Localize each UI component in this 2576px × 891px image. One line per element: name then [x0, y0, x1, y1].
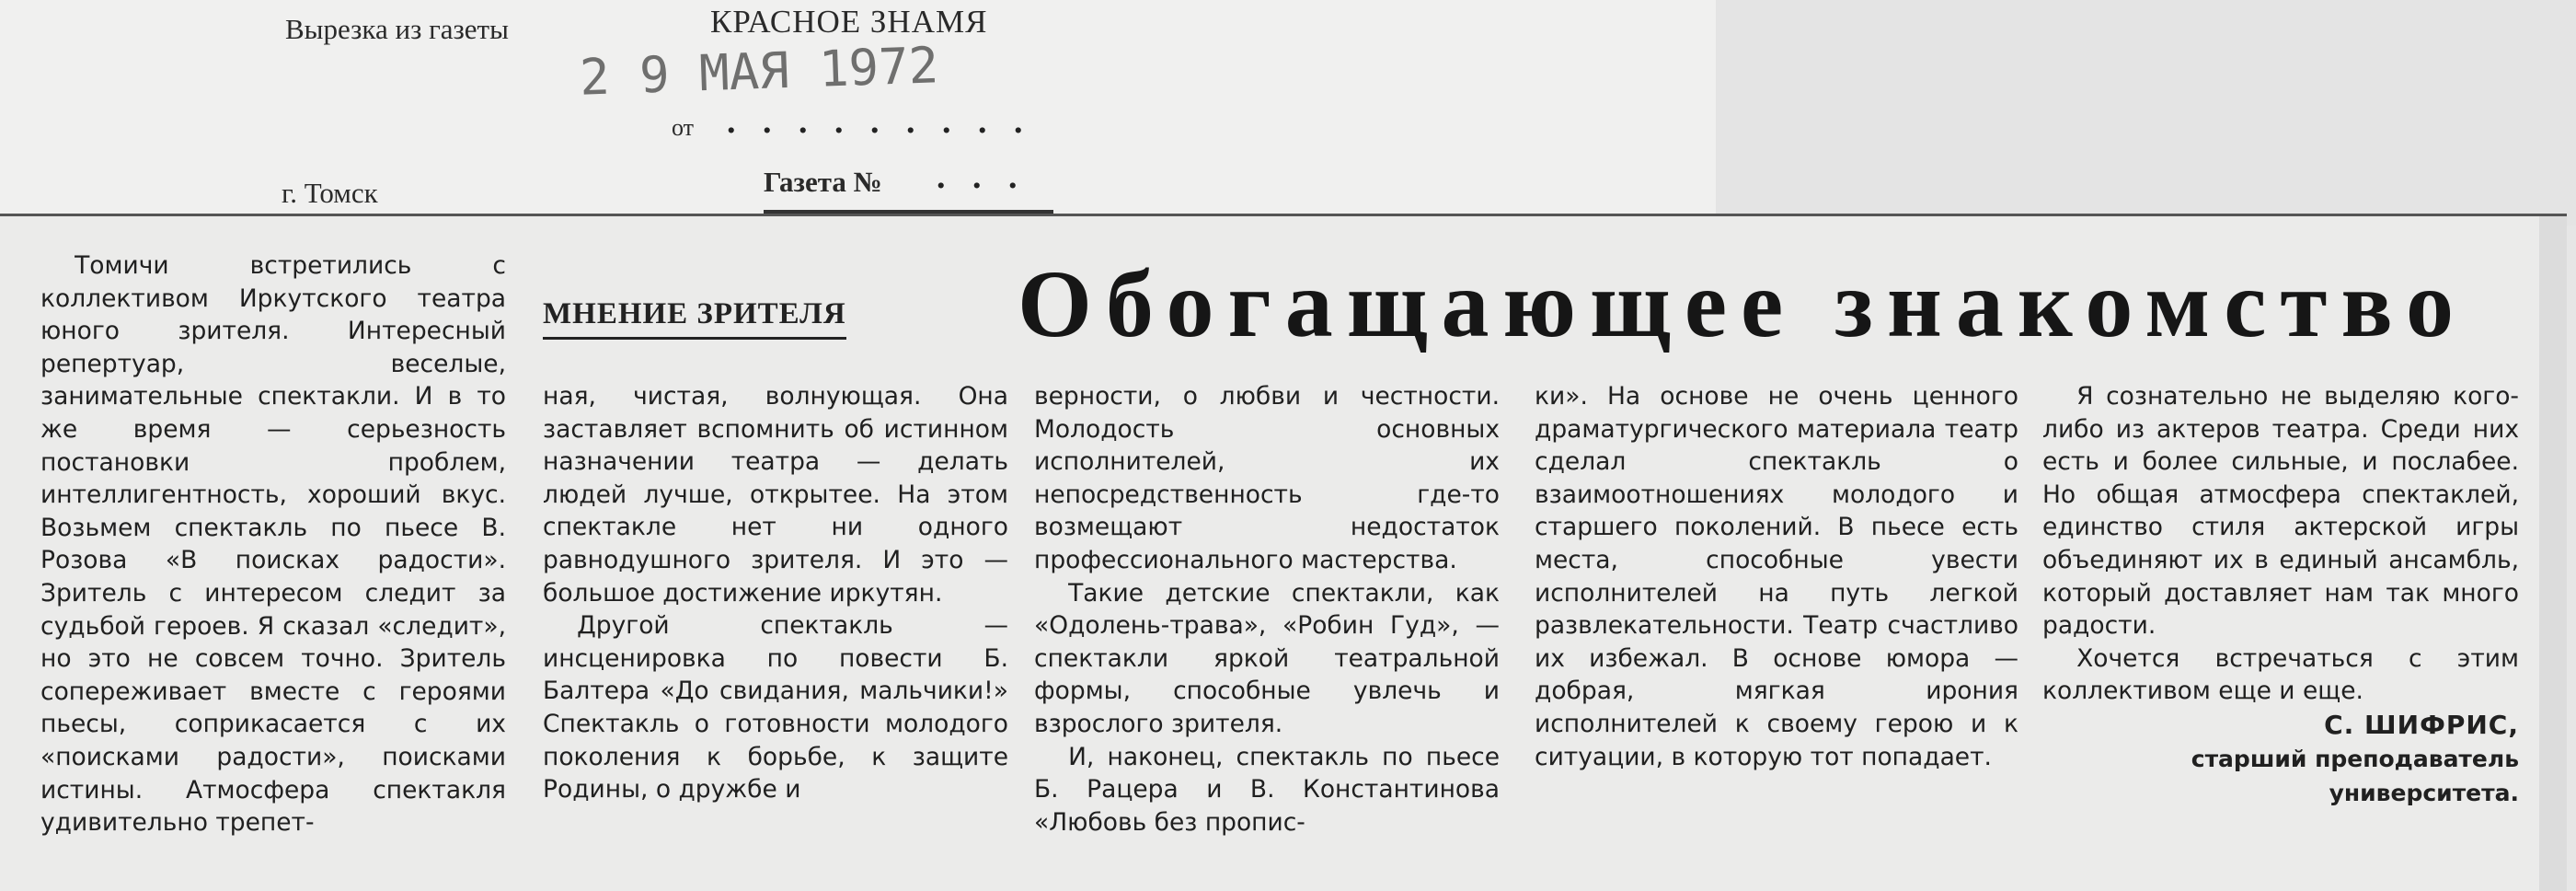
- from-label: от: [672, 114, 695, 141]
- paragraph: Другой спектакль — инсценировка по повести Б. Балтера «До свидания, мальчики!» Спектакль о готовности молодого поколения к борьбе, к защите Родины, о дружбе и: [543, 611, 1008, 804]
- date-stamp: 2 9 МАЯ 1972: [579, 36, 940, 107]
- background-sheet: [1716, 0, 2576, 226]
- column-4: [1535, 380, 2018, 773]
- signature: [2042, 708, 2519, 810]
- clipping-label: Вырезка из газеты: [285, 13, 509, 45]
- newspaper-name: КРАСНОЕ ЗНАМЯ: [710, 4, 988, 40]
- author-affiliation: университета.: [2329, 779, 2519, 806]
- paragraph: ки». На основе не очень ценного драматургического материала театр сделал спектакль о взаимоотношениях молодого и старшего поколений. В пьесе есть места, способные увести исполнителей на путь легкой развлекательности. Театр счастливо их избежал. В основе юмора — добрая, мягкая ирония исполнителей к своему герою и к ситуации, в которую тот попадает.: [1535, 382, 2018, 771]
- paragraph: ная, чистая, волнующая. Она заставляет вспомнить об истинном назначении театра — делать людей лучше, открытее. На этом спектакле нет ни одного равнодушного зрителя. И это — большое достижение иркутян.: [543, 382, 1008, 608]
- author-name: С. ШИФРИС,: [2324, 709, 2519, 740]
- adjacent-clipping-edge: [2539, 216, 2567, 891]
- issue-label: Газета №: [764, 166, 882, 198]
- city-label: г. Томск: [282, 177, 378, 209]
- paragraph: Хочется встречаться с этим коллективом еще и еще.: [2042, 643, 2519, 706]
- headline: Обогащающее знакомство: [1018, 251, 2467, 357]
- issue-dots: . . .: [937, 157, 1027, 196]
- paragraph: Я сознательно не выделяю кого-либо из актеров театра. Среди них есть и более сильные, и послабее. Но общая атмосфера спектаклей, единство стиля актерской игры объединяют их в единый ансамбль, который доставляет нам так много радости.: [2042, 382, 2519, 641]
- author-role: старший преподаватель: [2191, 745, 2519, 772]
- paragraph: Такие детские спектакли, как «Одолень-трава», «Робин Гуд», — спектакли яркой театральной формы, способные увлечь и взрослого зрителя.: [1034, 578, 1500, 738]
- paragraph: Томичи встретились с коллективом Иркутского театра юного зрителя. Интересный репертуар, веселые, занимательные спектакли. И в то же время — серьезность постановки проблем, интеллигентность, хороший вкус. Возьмем спектакль по пьесе В. Розова «В поисках радости». Зритель с интересом следит за судьбой героев. Я сказал «следит», но это не совсем точно. Зритель сопереживает вместе с героями пьесы, соприкасается с их «поисками радости», поисками истины. Атмосфера спектакля удивительно трепет-: [40, 251, 506, 838]
- newspaper-clipping: [0, 214, 2567, 891]
- column-2: [543, 380, 1008, 806]
- clipping-form: [0, 0, 1716, 226]
- paragraph: И, наконец, спектакль по пьесе Б. Рацера и В. Константинова «Любовь без пропис-: [1034, 742, 1500, 837]
- from-dots: . . . . . . . . .: [727, 102, 1032, 141]
- column-3: [1034, 380, 1500, 839]
- rubric: МНЕНИЕ ЗРИТЕЛЯ: [543, 297, 846, 340]
- column-1: [40, 249, 506, 839]
- column-5: [2042, 380, 2519, 810]
- paragraph: верности, о любви и честности. Молодость основных исполнителей, их непосредственность где-то возмещают недостаток профессионального мастерства.: [1034, 382, 1500, 574]
